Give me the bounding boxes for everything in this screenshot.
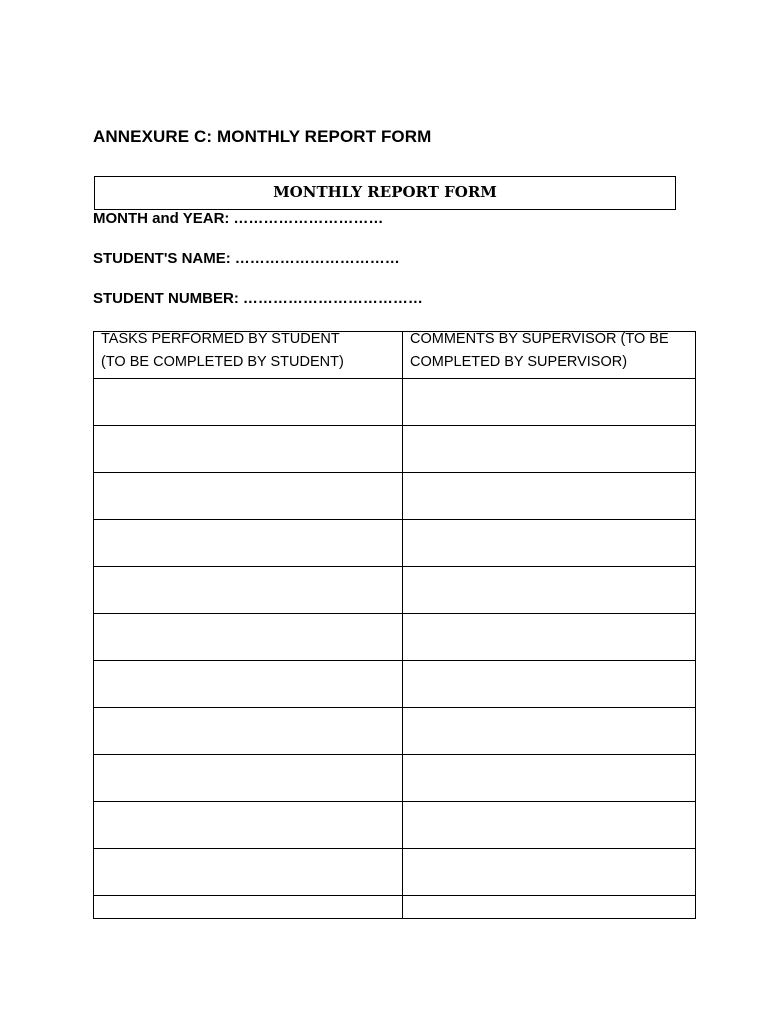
task-cell[interactable] <box>94 755 403 802</box>
table-row <box>94 755 696 802</box>
task-cell[interactable] <box>94 426 403 473</box>
comment-cell[interactable] <box>403 755 696 802</box>
month-year-blank[interactable]: ………………………… <box>233 210 384 227</box>
comments-header <box>403 332 696 379</box>
student-number-label: STUDENT NUMBER: <box>93 290 239 307</box>
comment-cell[interactable] <box>403 661 696 708</box>
comment-cell[interactable] <box>403 849 696 896</box>
form-heading: MONTHLY REPORT FORM <box>273 183 497 201</box>
tasks-header <box>94 332 403 379</box>
table-row <box>94 896 696 919</box>
task-cell[interactable] <box>94 379 403 426</box>
table-row <box>94 802 696 849</box>
task-cell[interactable] <box>94 473 403 520</box>
task-cell[interactable] <box>94 802 403 849</box>
table-row <box>94 426 696 473</box>
table-row <box>94 614 696 661</box>
report-table <box>93 331 696 919</box>
table-row <box>94 520 696 567</box>
table-row <box>94 849 696 896</box>
annex-title: ANNEXURE C: MONTHLY REPORT FORM <box>93 127 432 146</box>
table-row <box>94 661 696 708</box>
comment-cell[interactable] <box>403 520 696 567</box>
comment-cell[interactable] <box>403 708 696 755</box>
tasks-header-line1: TASKS PERFORMED BY STUDENT <box>101 331 340 347</box>
comment-cell[interactable] <box>403 567 696 614</box>
comment-cell[interactable] <box>403 473 696 520</box>
comment-cell[interactable] <box>403 614 696 661</box>
table-row <box>94 708 696 755</box>
student-name-blank[interactable]: …………………………… <box>234 250 400 267</box>
comment-cell[interactable] <box>403 379 696 426</box>
table-row <box>94 567 696 614</box>
student-number-blank[interactable]: ……………………………… <box>242 290 423 307</box>
table-row <box>94 473 696 520</box>
student-name-label: STUDENT'S NAME: <box>93 250 231 267</box>
comments-header-line2: COMPLETED BY SUPERVISOR) <box>410 354 628 370</box>
student-name-field <box>93 250 400 267</box>
comment-cell[interactable] <box>403 426 696 473</box>
task-cell[interactable] <box>94 849 403 896</box>
task-cell[interactable] <box>94 896 403 919</box>
task-cell[interactable] <box>94 567 403 614</box>
comment-cell[interactable] <box>403 802 696 849</box>
tasks-header-line2: (TO BE COMPLETED BY STUDENT) <box>101 354 344 370</box>
task-cell[interactable] <box>94 520 403 567</box>
task-cell[interactable] <box>94 708 403 755</box>
task-cell[interactable] <box>94 661 403 708</box>
month-year-field <box>93 210 383 227</box>
month-year-label: MONTH and YEAR: <box>93 210 230 227</box>
student-number-field <box>93 290 423 307</box>
table-header-row <box>94 332 696 379</box>
task-cell[interactable] <box>94 614 403 661</box>
form-heading-box <box>94 176 676 210</box>
comments-header-line1: COMMENTS BY SUPERVISOR (TO BE <box>410 331 669 347</box>
table-row <box>94 379 696 426</box>
comment-cell[interactable] <box>403 896 696 919</box>
